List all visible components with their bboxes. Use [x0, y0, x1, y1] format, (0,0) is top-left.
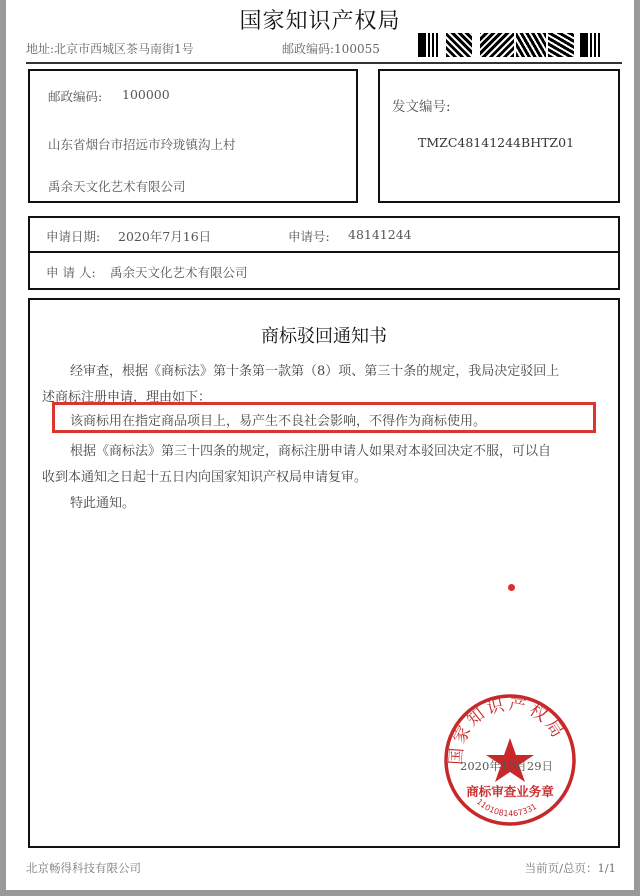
svg-text:2020年10月29日: 2020年10月29日: [460, 759, 554, 773]
issuer-address: 地址:北京市西城区茶马南街1号: [26, 42, 194, 56]
notice-paragraph-2-line-1: 根据《商标法》第三十四条的规定，商标注册申请人如果对本驳回决定不服，可以自: [70, 444, 552, 459]
svg-text:国家知识产权局: 国家知识产权局: [446, 694, 569, 766]
barcode-icon: [418, 33, 618, 57]
rejection-reason: 该商标用在指定商品项目上，易产生不良社会影响，不得作为商标使用。: [70, 414, 487, 429]
document-number-box: [378, 69, 620, 203]
issuer-postcode: 邮政编码:100055: [282, 42, 380, 56]
recipient-postcode-value: 100000: [122, 87, 170, 102]
svg-text:商标审查业务章: 商标审查业务章: [466, 784, 554, 799]
header-rule: [26, 62, 622, 64]
svg-text:1101081467331: 1101081467331: [474, 797, 539, 819]
recipient-postcode-label: 邮政编码:: [48, 89, 103, 104]
applicant-label: 申 请 人:: [46, 265, 96, 280]
recipient-address: 山东省烟台市招远市玲珑镇沟上村: [48, 137, 236, 152]
official-seal-icon: [442, 692, 578, 828]
document-page: [6, 0, 634, 890]
document-number-value: TMZC48141244BHTZ01: [418, 135, 575, 150]
application-box: [28, 216, 620, 290]
application-date-value: 2020年7月16日: [118, 229, 212, 244]
recipient-company: 禹余天文化艺术有限公司: [48, 179, 186, 194]
application-number-label: 申请号:: [288, 229, 330, 244]
applicant-value: 禹余天文化艺术有限公司: [110, 265, 248, 280]
application-divider: [30, 251, 618, 253]
recipient-box: [28, 69, 358, 203]
notice-closing: 特此通知。: [70, 496, 136, 511]
footer-page-info: 当前页/总页：1/1: [524, 861, 616, 875]
notice-paragraph-1-line-2: 述商标注册申请，理由如下：: [42, 390, 212, 405]
application-number-value: 48141244: [348, 227, 412, 242]
issuer-title: 国家知识产权局: [239, 9, 401, 34]
application-date-label: 申请日期:: [46, 229, 101, 244]
notice-paragraph-1-line-1: 经审查，根据《商标法》第十条第一款第（8）项、第三十条的规定，我局决定驳回上: [70, 364, 560, 379]
red-dot-mark: [508, 584, 515, 591]
notice-paragraph-2-line-2: 收到本通知之日起十五日内向国家知识产权局申请复审。: [42, 470, 368, 485]
document-number-label: 发文编号:: [392, 99, 451, 115]
footer-company: 北京畅得科技有限公司: [26, 861, 141, 875]
notice-title: 商标驳回通知书: [261, 326, 387, 347]
